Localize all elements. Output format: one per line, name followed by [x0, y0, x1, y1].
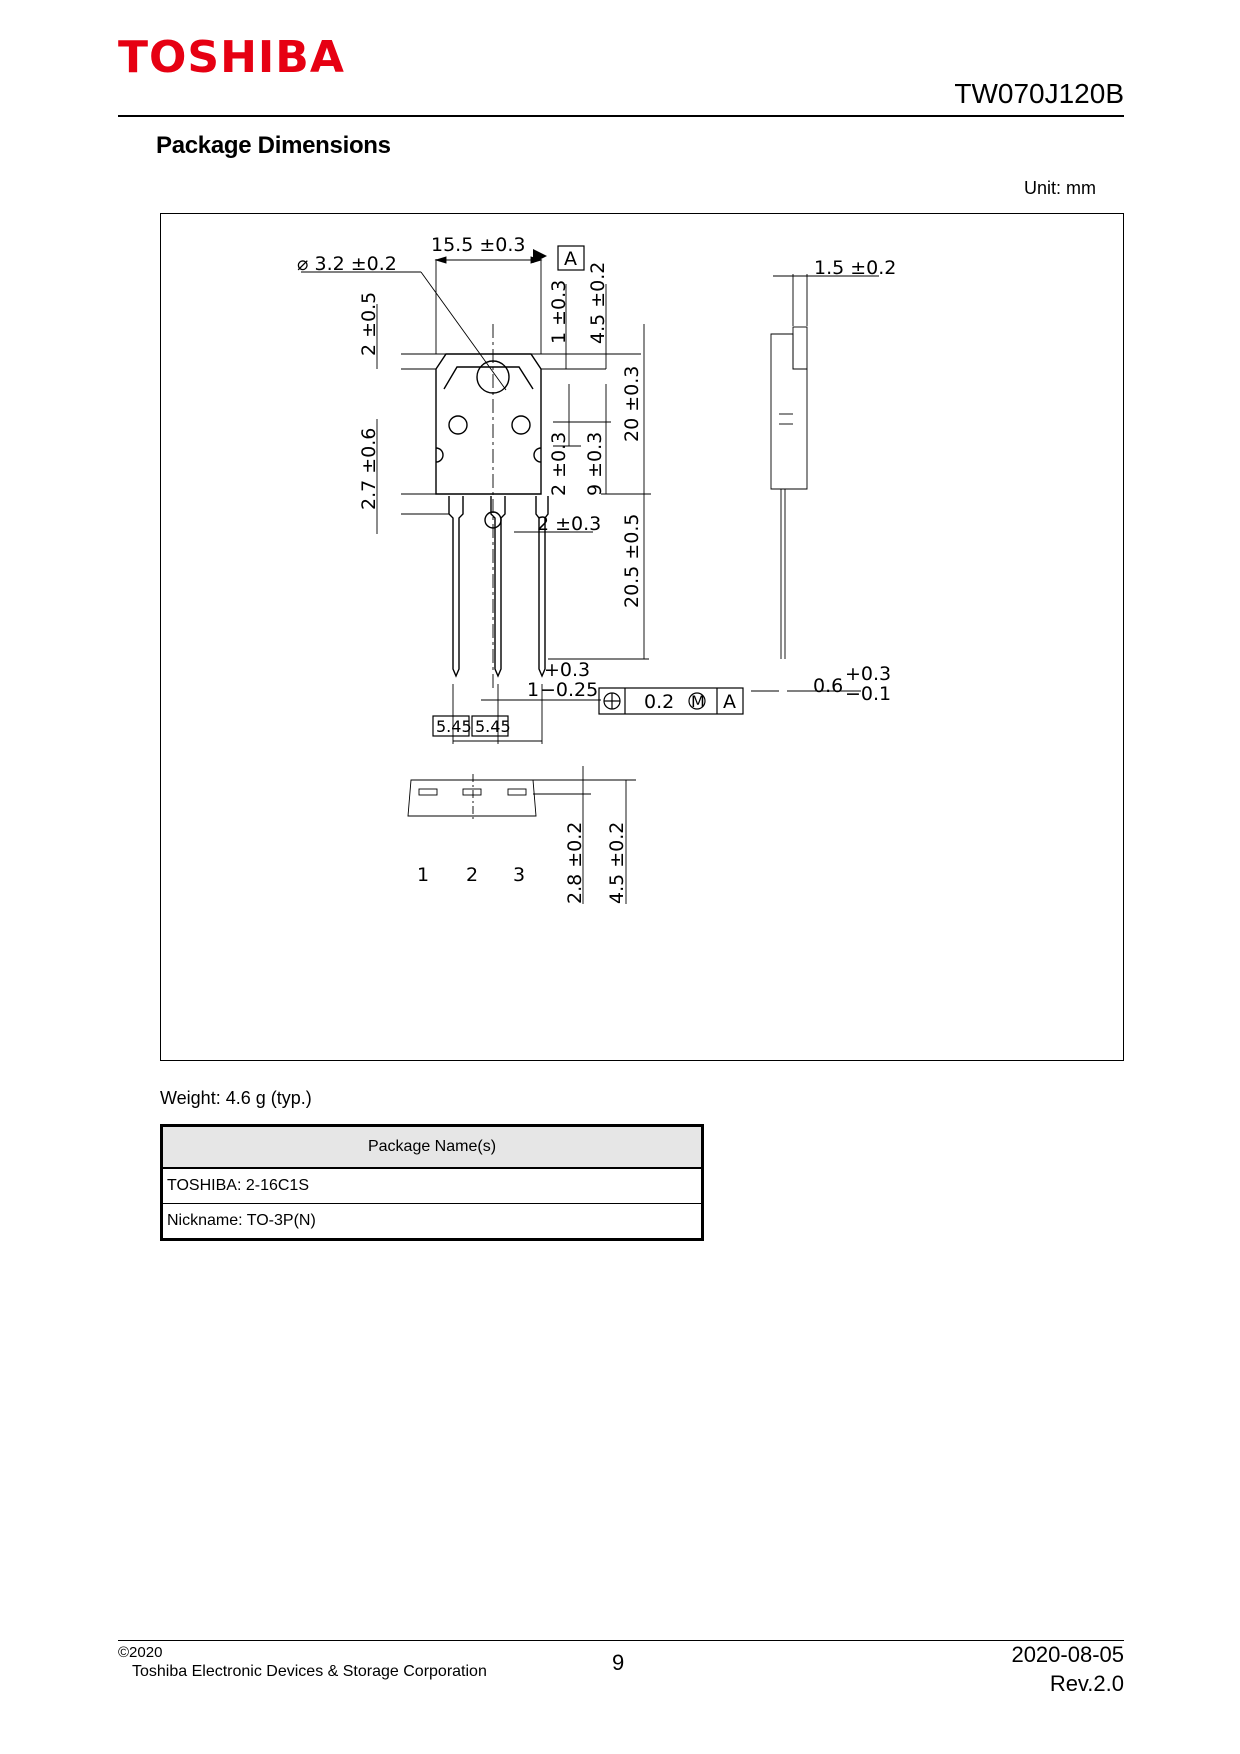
footer-copyright [118, 1643, 487, 1681]
lead-1 [449, 496, 463, 676]
pin-1-label: 1 [417, 864, 430, 886]
dim-2-8: 2.8 ±0.2 [564, 821, 586, 904]
company-name: Toshiba Electronic Devices & Storage Corporation [132, 1663, 487, 1680]
lead-w-nom: 1 [527, 679, 540, 701]
dim-2-0-5: 2 ±0.5 [358, 291, 380, 356]
dim-2-0-3-h: 2 ±0.3 [537, 513, 602, 535]
dim-2-0-3-v: 2 ±0.3 [548, 431, 570, 496]
pitch-2: 5.45 [475, 717, 511, 736]
package-drawing [160, 213, 1124, 1061]
lead-t-minus: −0.1 [845, 683, 892, 705]
lead-w-minus: −0.25 [540, 679, 599, 701]
unit-label: Unit: mm [1024, 178, 1096, 198]
dim-1-5: 1.5 ±0.2 [814, 257, 897, 279]
tol-value: 0.2 [644, 691, 675, 713]
datum-label: A [564, 248, 577, 270]
dim-20-0-3: 20 ±0.3 [621, 365, 643, 442]
dim-width: 15.5 ±0.3 [431, 234, 526, 256]
front-body-bevel [444, 367, 533, 389]
dim-20-5-0-5: 20.5 ±0.5 [621, 513, 643, 608]
package-table-row: Nickname: TO-3P(N) [162, 1204, 703, 1240]
doc-revision: Rev.2.0 [1049, 1671, 1124, 1696]
package-table-header: Package Name(s) [162, 1126, 703, 1169]
pin-3-label: 3 [513, 864, 526, 886]
doc-date: 2020-08-05 [1011, 1642, 1124, 1667]
pitch-1: 5.45 [436, 717, 472, 736]
dim-1-0-3: 1 ±0.3 [548, 279, 570, 344]
copyright-text: ©2020 [118, 1644, 163, 1661]
footer-rule [118, 1640, 1124, 1641]
header-rule [118, 115, 1124, 117]
ejector-mark-left [449, 416, 467, 434]
ejector-mark-right [512, 416, 530, 434]
toshiba-logo: TOSHIBA [118, 32, 345, 83]
part-number: TW070J120B [954, 78, 1124, 109]
dim-2-7-0-6: 2.7 ±0.6 [358, 427, 380, 510]
tol-modifier: M [691, 692, 705, 711]
pin-2-label: 2 [466, 864, 479, 886]
footer-date-rev [1011, 1640, 1124, 1698]
section-title: Package Dimensions [156, 132, 391, 159]
page-number: 9 [612, 1650, 625, 1675]
package-drawing-svg [161, 214, 1123, 1060]
lead-t-nom: 0.6 [813, 675, 844, 697]
lead-w-plus: +0.3 [544, 659, 591, 681]
package-name-table [160, 1124, 704, 1241]
dim-hole-dia: ⌀ 3.2 ±0.2 [297, 253, 397, 275]
tol-datum: A [723, 691, 736, 713]
package-table-row: TOSHIBA: 2-16C1S [162, 1168, 703, 1204]
weight-label: Weight: 4.6 g (typ.) [160, 1088, 312, 1108]
dim-4-5-top: 4.5 ±0.2 [587, 261, 609, 344]
dim-4-5-bot: 4.5 ±0.2 [606, 821, 628, 904]
dim-9-0-3: 9 ±0.3 [584, 431, 606, 496]
lead-t-plus: +0.3 [845, 663, 892, 685]
